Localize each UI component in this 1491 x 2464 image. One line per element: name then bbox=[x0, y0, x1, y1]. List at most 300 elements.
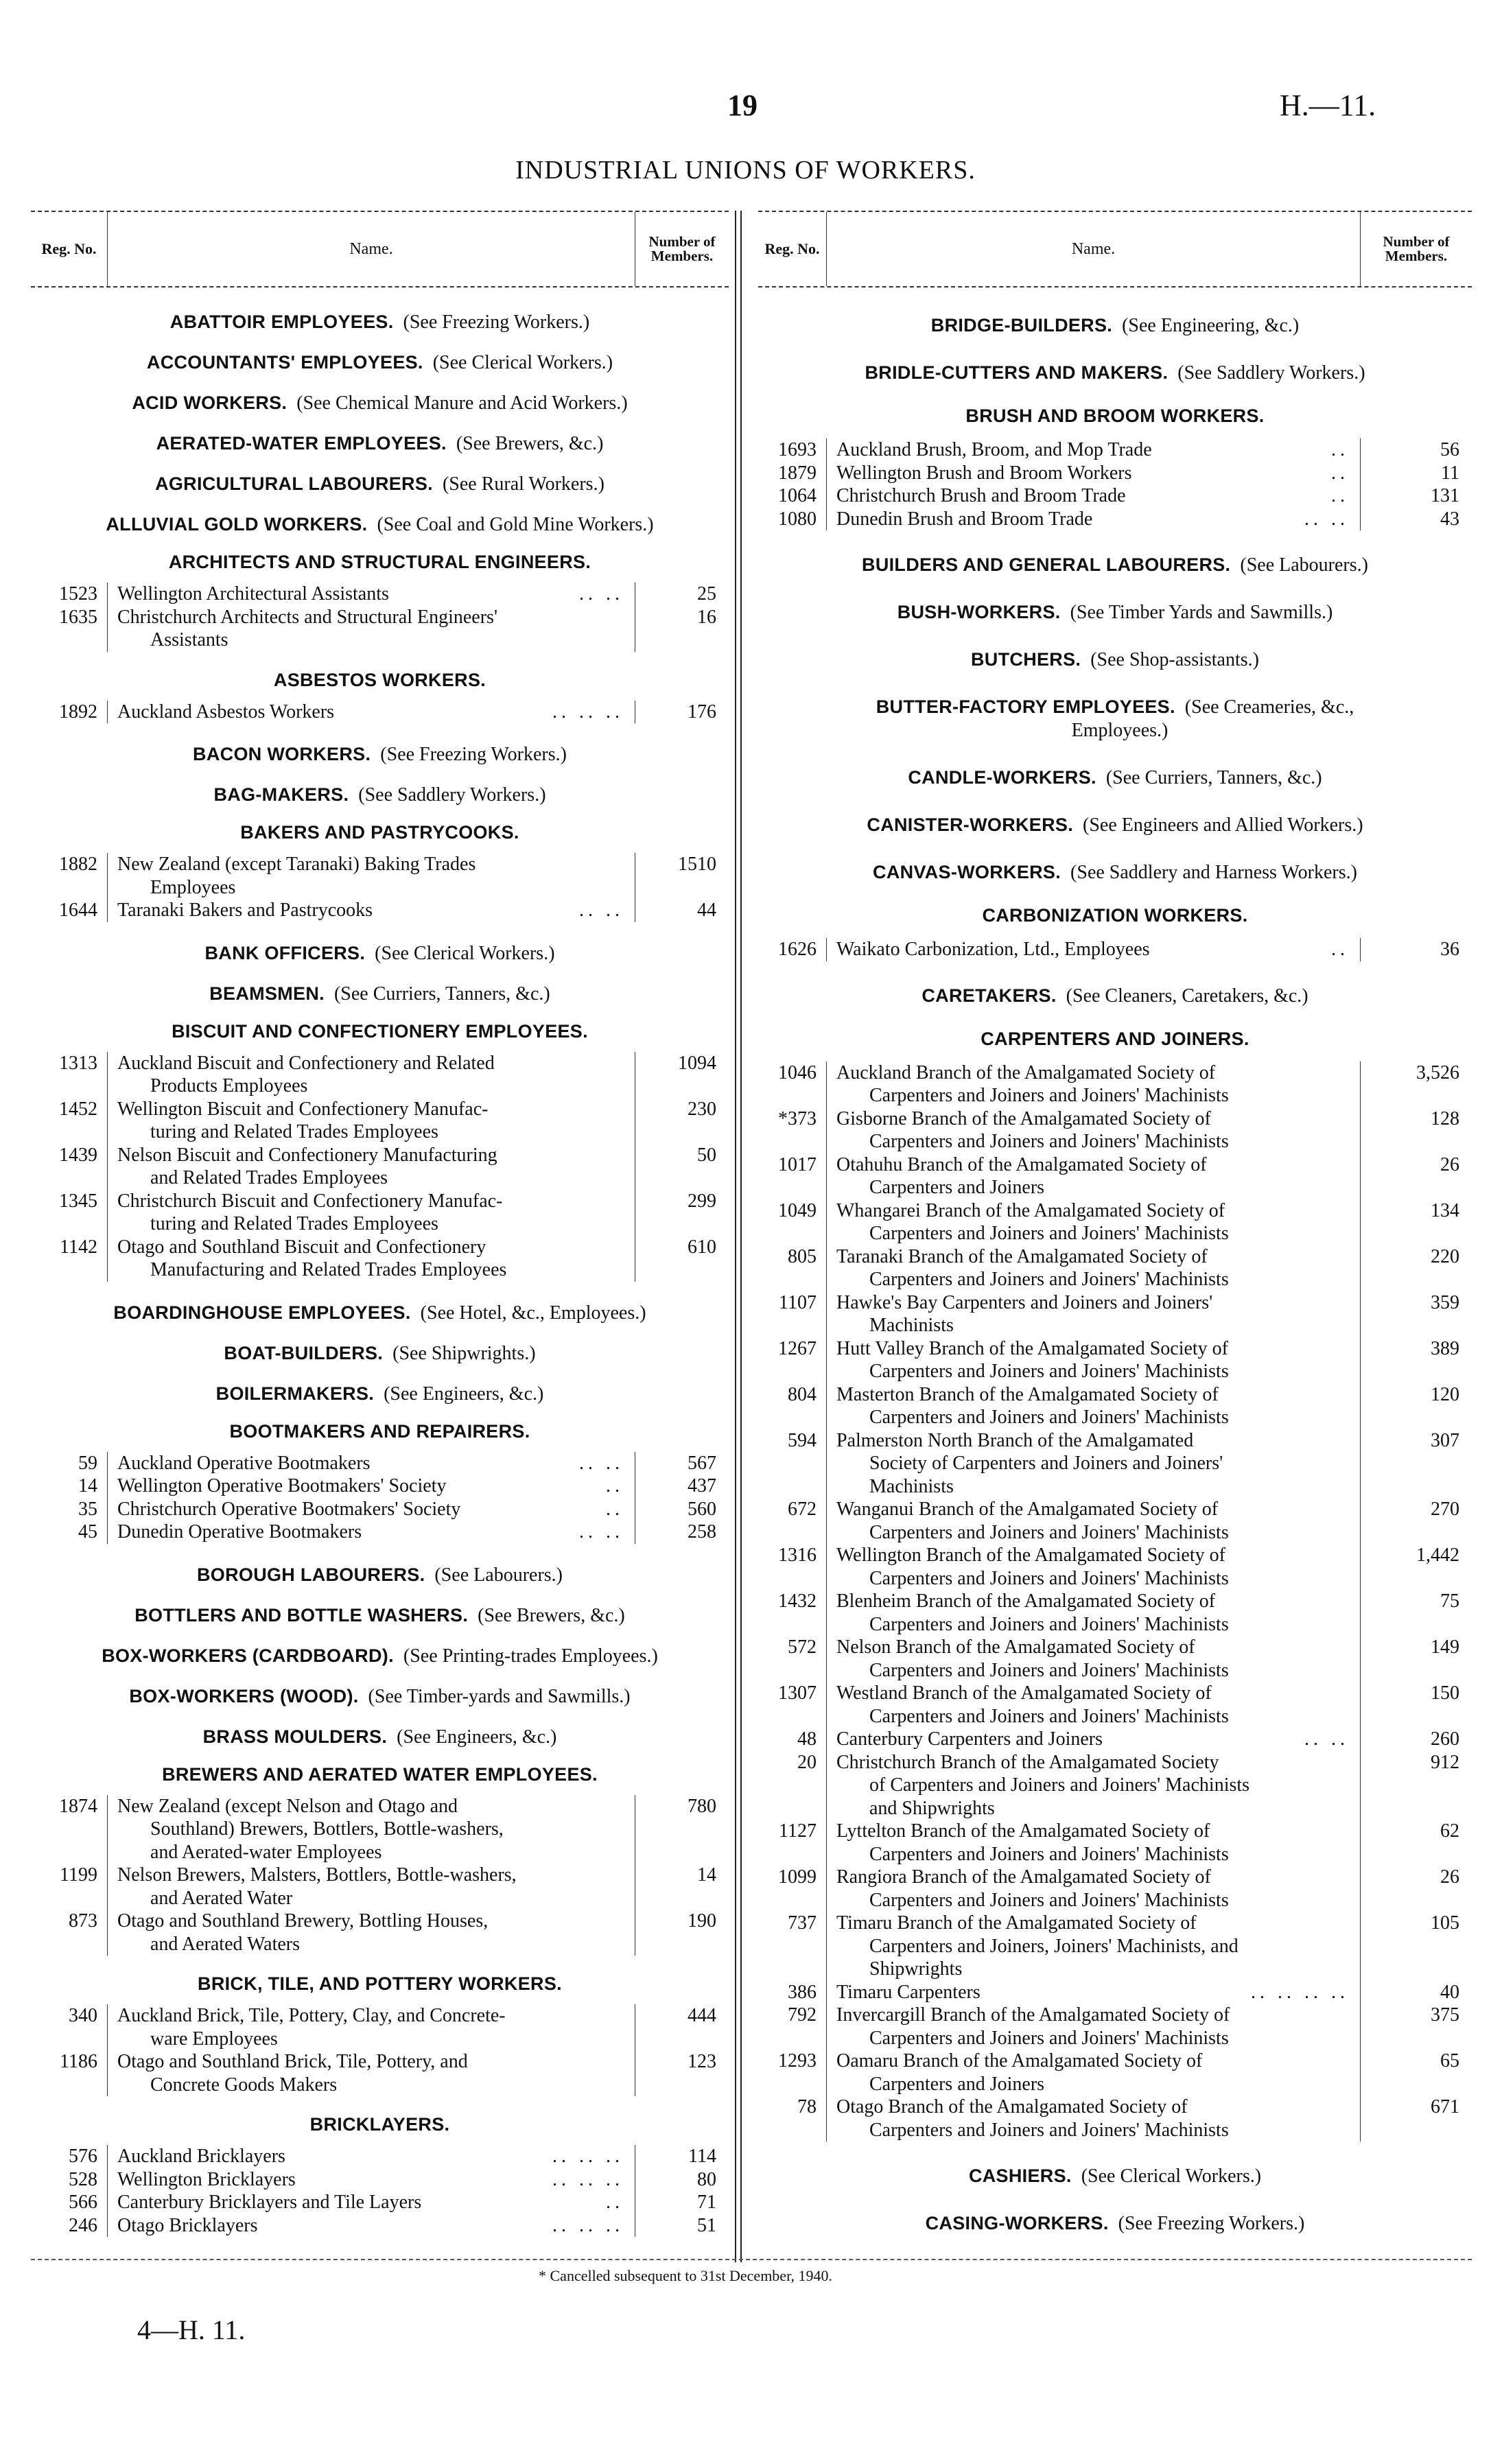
see-reference: (See Saddlery and Harness Workers.) bbox=[1070, 862, 1357, 883]
see-reference: (See Hotel, &c., Employees.) bbox=[420, 1302, 646, 1324]
member-count: 26 bbox=[1360, 1153, 1472, 1199]
section-heading: CASHIERS. bbox=[968, 2166, 1072, 2186]
section-heading-block bbox=[758, 1020, 1472, 1061]
union-name-line: Manufacturing and Related Trades Employees bbox=[150, 1259, 507, 1280]
table-row bbox=[31, 2214, 729, 2238]
union-name bbox=[827, 1498, 1360, 1544]
section-heading-block bbox=[31, 545, 729, 583]
table-row bbox=[758, 1682, 1472, 1728]
dot-leader: .. .. bbox=[579, 1452, 624, 1474]
see-reference: (See Clerical Workers.) bbox=[432, 352, 613, 373]
table-row bbox=[758, 508, 1472, 531]
union-name-line: Christchurch Brush and Broom Trade bbox=[836, 485, 1126, 506]
table-header-left bbox=[31, 211, 729, 288]
union-name bbox=[108, 899, 635, 922]
union-name bbox=[108, 2168, 635, 2192]
cross-reference-entry bbox=[758, 754, 1472, 801]
union-name bbox=[827, 938, 1360, 961]
dot-leader: .. .. .. .. bbox=[1251, 1981, 1349, 2003]
union-name bbox=[108, 1475, 635, 1498]
reg-number: 1307 bbox=[758, 1682, 827, 1728]
left-column bbox=[31, 302, 729, 2248]
document-reference: H.—11. bbox=[1280, 89, 1376, 122]
section-heading-block bbox=[758, 896, 1472, 938]
section-heading-block bbox=[31, 815, 729, 853]
member-count: 3,526 bbox=[1360, 1061, 1472, 1107]
reg-number: 1523 bbox=[31, 583, 108, 606]
union-name-line: Canterbury Carpenters and Joiners bbox=[836, 1728, 1103, 1750]
cross-reference-entry bbox=[31, 1333, 729, 1374]
member-count: 912 bbox=[1360, 1751, 1472, 1820]
union-name-line: Carpenters and Joiners and Joiners' Machinists bbox=[869, 1567, 1229, 1589]
see-reference: (See Timber Yards and Sawmills.) bbox=[1070, 602, 1333, 623]
see-reference: (See Engineers, &c.) bbox=[384, 1383, 544, 1405]
table-row bbox=[31, 1910, 729, 1956]
table-row bbox=[758, 1820, 1472, 1866]
member-count: 230 bbox=[635, 1098, 729, 1144]
see-reference: (See Cleaners, Caretakers, &c.) bbox=[1066, 985, 1308, 1007]
union-name-line: Carpenters and Joiners and Joiners' Machinists bbox=[869, 1705, 1229, 1727]
union-name-line: Auckland Brush, Broom, and Mop Trade bbox=[836, 439, 1152, 460]
union-name bbox=[108, 1795, 635, 1864]
member-count: 114 bbox=[635, 2145, 729, 2168]
member-count: 780 bbox=[635, 1795, 729, 1864]
section-heading: BRICK, TILE, AND POTTERY WORKERS. bbox=[198, 1973, 562, 1994]
member-count: 56 bbox=[1360, 438, 1472, 462]
see-reference: (See Curriers, Tanners, &c.) bbox=[1105, 767, 1322, 788]
reg-number: 1293 bbox=[758, 2050, 827, 2096]
union-section bbox=[31, 1757, 729, 1956]
union-name bbox=[108, 606, 635, 652]
section-heading: CASING-WORKERS. bbox=[925, 2213, 1109, 2233]
section-heading: BISCUIT AND CONFECTIONERY EMPLOYEES. bbox=[172, 1020, 588, 1042]
table-row bbox=[758, 1199, 1472, 1245]
table-row bbox=[31, 701, 729, 724]
table-row bbox=[31, 583, 729, 606]
section-heading: BRICKLAYERS. bbox=[309, 2114, 450, 2135]
union-name bbox=[827, 1912, 1360, 1981]
table-row bbox=[758, 1590, 1472, 1636]
cross-reference-entry bbox=[31, 1293, 729, 1333]
union-name bbox=[108, 1236, 635, 1282]
union-name bbox=[827, 1981, 1360, 2004]
see-reference: (See Rural Workers.) bbox=[442, 473, 604, 495]
table-row bbox=[31, 1864, 729, 1910]
union-name bbox=[827, 1820, 1360, 1866]
union-name bbox=[827, 1728, 1360, 1751]
cross-reference-entry bbox=[31, 775, 729, 815]
union-name bbox=[827, 2004, 1360, 2050]
union-name-line: and Related Trades Employees bbox=[150, 1167, 388, 1188]
dot-leader: .. .. bbox=[1304, 508, 1349, 530]
section-heading: BACON WORKERS. bbox=[193, 744, 371, 764]
union-name-line: Machinists bbox=[869, 1315, 954, 1336]
member-count: 80 bbox=[635, 2168, 729, 2192]
union-name-line: Carpenters and Joiners and Joiners' Machinists bbox=[869, 2027, 1229, 2049]
see-reference: (See Freezing Workers.) bbox=[380, 744, 567, 765]
union-name-line: Carpenters and Joiners and Joiners' Machinists bbox=[869, 1521, 1229, 1543]
union-name-line: Products Employees bbox=[150, 1075, 308, 1096]
union-name-line: New Zealand (except Nelson and Otago and bbox=[117, 1795, 458, 1817]
cross-reference-entry bbox=[758, 801, 1472, 849]
union-name-line: and Aerated Water bbox=[150, 1887, 293, 1909]
union-name bbox=[108, 1910, 635, 1956]
table-row bbox=[758, 1337, 1472, 1383]
see-reference: (See Coal and Gold Mine Workers.) bbox=[377, 514, 654, 535]
union-name bbox=[827, 1682, 1360, 1728]
member-count: 44 bbox=[635, 899, 729, 922]
column-header-name: Name. bbox=[1071, 239, 1116, 258]
section-heading: CANVAS-WORKERS. bbox=[873, 862, 1061, 882]
section-heading: BUILDERS AND GENERAL LABOURERS. bbox=[862, 554, 1231, 575]
member-count: 43 bbox=[1360, 508, 1472, 531]
dot-leader: .. bbox=[606, 2192, 624, 2213]
union-name-line: of Carpenters and Joiners and Joiners' Machinists bbox=[869, 1774, 1250, 1796]
dot-leader: .. .. .. bbox=[552, 2214, 624, 2236]
union-name-line: ware Employees bbox=[150, 2028, 278, 2050]
dot-leader: .. .. .. bbox=[552, 2168, 624, 2190]
reg-number: 572 bbox=[758, 1636, 827, 1682]
table-row bbox=[758, 2050, 1472, 2096]
union-name-line: Dunedin Operative Bootmakers bbox=[117, 1521, 362, 1542]
union-section bbox=[758, 896, 1472, 961]
member-count: 671 bbox=[1360, 2096, 1472, 2142]
union-name bbox=[108, 701, 635, 724]
union-name-line: Carpenters and Joiners and Joiners' Machinists bbox=[869, 1613, 1229, 1635]
see-reference: (See Printing-trades Employees.) bbox=[403, 1645, 658, 1667]
union-name-line: Dunedin Brush and Broom Trade bbox=[836, 508, 1093, 530]
member-count: 299 bbox=[635, 1190, 729, 1236]
union-name bbox=[108, 583, 635, 606]
union-name-line: Christchurch Branch of the Amalgamated Society bbox=[836, 1751, 1219, 1773]
dot-leader: .. bbox=[1331, 939, 1349, 960]
reg-number: *373 bbox=[758, 1107, 827, 1153]
reg-number: 35 bbox=[31, 1498, 108, 1521]
union-name-line: Auckland Branch of the Amalgamated Society of bbox=[836, 1061, 1216, 1083]
union-name bbox=[108, 1498, 635, 1521]
union-name-line: Canterbury Bricklayers and Tile Layers bbox=[117, 2192, 422, 2213]
member-count: 75 bbox=[1360, 1590, 1472, 1636]
member-count: 50 bbox=[635, 1144, 729, 1190]
member-count: 1510 bbox=[635, 853, 729, 899]
cross-reference-entry bbox=[758, 636, 1472, 683]
union-name-line: Carpenters and Joiners and Joiners' Machinists bbox=[869, 2119, 1229, 2141]
union-name-line: Hutt Valley Branch of the Amalgamated Society of bbox=[836, 1337, 1229, 1359]
union-section bbox=[31, 1967, 729, 2096]
union-name-line: turing and Related Trades Employees bbox=[150, 1121, 438, 1142]
member-count: 51 bbox=[635, 2214, 729, 2238]
union-name bbox=[827, 1429, 1360, 1499]
section-heading-block bbox=[31, 2107, 729, 2145]
table-row bbox=[758, 1728, 1472, 1751]
see-reference: (See Shipwrights.) bbox=[392, 1342, 536, 1364]
union-name bbox=[108, 2050, 635, 2096]
union-name bbox=[108, 2214, 635, 2238]
section-heading: ALLUVIAL GOLD WORKERS. bbox=[106, 514, 368, 535]
member-count: 123 bbox=[635, 2050, 729, 2096]
union-name bbox=[827, 1590, 1360, 1636]
member-count: 270 bbox=[1360, 1498, 1472, 1544]
table-row bbox=[31, 1521, 729, 1544]
member-count: 375 bbox=[1360, 2004, 1472, 2050]
table-row bbox=[31, 2004, 729, 2050]
table-row bbox=[31, 853, 729, 899]
table-row bbox=[31, 1236, 729, 1282]
page-number: 19 bbox=[727, 89, 758, 122]
member-count: 14 bbox=[635, 1864, 729, 1910]
union-name-line: Carpenters and Joiners and Joiners' Machinists bbox=[869, 1269, 1229, 1290]
column-header-name: Name. bbox=[349, 239, 393, 258]
member-count: 65 bbox=[1360, 2050, 1472, 2096]
union-name-line: and Shipwrights bbox=[869, 1797, 995, 1819]
reg-number: 873 bbox=[31, 1910, 108, 1956]
reg-number: 1644 bbox=[31, 899, 108, 922]
member-count: 131 bbox=[1360, 484, 1472, 508]
union-name-line: Concrete Goods Makers bbox=[150, 2074, 338, 2096]
union-name-line: Otago and Southland Brick, Tile, Pottery, and bbox=[117, 2051, 468, 2072]
reg-number: 340 bbox=[31, 2004, 108, 2050]
union-name-line: Society of Carpenters and Joiners and Joiners' bbox=[869, 1453, 1223, 1474]
reg-number: 1439 bbox=[31, 1144, 108, 1190]
section-heading-block bbox=[31, 1414, 729, 1452]
member-count: 36 bbox=[1360, 938, 1472, 961]
section-heading: BRIDGE-BUILDERS. bbox=[930, 315, 1113, 336]
section-heading: AGRICULTURAL LABOURERS. bbox=[155, 473, 433, 494]
cross-reference-entry bbox=[758, 541, 1472, 589]
union-name-line: Palmerston North Branch of the Amalgamated bbox=[836, 1429, 1194, 1451]
section-heading: AERATED-WATER EMPLOYEES. bbox=[156, 433, 447, 454]
union-name bbox=[108, 1144, 635, 1190]
reg-number: 528 bbox=[31, 2168, 108, 2192]
see-reference: (See Chemical Manure and Acid Workers.) bbox=[296, 392, 628, 414]
table-row bbox=[758, 1383, 1472, 1429]
member-count: 258 bbox=[635, 1521, 729, 1544]
reg-number: 1345 bbox=[31, 1190, 108, 1236]
reg-number: 48 bbox=[758, 1728, 827, 1751]
dot-leader: .. .. bbox=[1304, 1728, 1349, 1750]
member-count: 260 bbox=[1360, 1728, 1472, 1751]
table-row bbox=[758, 1751, 1472, 1820]
table-row bbox=[31, 2168, 729, 2192]
section-heading: BAKERS AND PASTRYCOOKS. bbox=[240, 822, 519, 843]
member-count: 359 bbox=[1360, 1291, 1472, 1337]
union-name-line: Carpenters and Joiners and Joiners' Machinists bbox=[869, 1889, 1229, 1911]
reg-number: 1142 bbox=[31, 1236, 108, 1282]
member-count: 560 bbox=[635, 1498, 729, 1521]
union-name-line: Assistants bbox=[150, 629, 228, 650]
union-name-line: Wellington Operative Bootmakers' Society bbox=[117, 1475, 447, 1497]
reg-number: 805 bbox=[758, 1245, 827, 1291]
union-name bbox=[827, 1544, 1360, 1590]
see-reference-continued: Employees.) bbox=[1071, 720, 1169, 741]
cross-reference-entry bbox=[758, 349, 1472, 397]
union-name-line: Timaru Carpenters bbox=[836, 1981, 981, 2003]
table-row bbox=[31, 606, 729, 652]
union-name bbox=[108, 1098, 635, 1144]
reg-number: 1693 bbox=[758, 438, 827, 462]
column-divider bbox=[735, 211, 742, 2262]
see-reference: (See Clerical Workers.) bbox=[375, 942, 555, 964]
member-count: 176 bbox=[635, 701, 729, 724]
section-heading: BOARDINGHOUSE EMPLOYEES. bbox=[113, 1302, 411, 1323]
union-name-line: Hawke's Bay Carpenters and Joiners and Joiners' bbox=[836, 1291, 1213, 1313]
cross-reference-entry bbox=[31, 302, 729, 342]
union-name-line: Auckland Brick, Tile, Pottery, Clay, and Concrete- bbox=[117, 2005, 506, 2026]
section-heading: BUSH-WORKERS. bbox=[897, 602, 1061, 622]
right-column bbox=[758, 302, 1472, 2247]
reg-number: 1879 bbox=[758, 462, 827, 485]
column-header-number: Number of Members. bbox=[635, 212, 729, 286]
member-count: 389 bbox=[1360, 1337, 1472, 1383]
dot-leader: .. bbox=[1331, 462, 1349, 484]
section-heading: BRUSH AND BROOM WORKERS. bbox=[965, 406, 1265, 426]
table-row bbox=[31, 2145, 729, 2168]
union-section bbox=[758, 1020, 1472, 2142]
member-count: 444 bbox=[635, 2004, 729, 2050]
union-name-line: Carpenters and Joiners and Joiners' Machinists bbox=[869, 1223, 1229, 1244]
see-reference: (See Brewers, &c.) bbox=[456, 433, 604, 454]
member-count: 567 bbox=[635, 1452, 729, 1475]
union-name-line: turing and Related Trades Employees bbox=[150, 1213, 438, 1234]
reg-number: 1049 bbox=[758, 1199, 827, 1245]
member-count: 71 bbox=[635, 2191, 729, 2214]
union-name bbox=[827, 1199, 1360, 1245]
member-count: 149 bbox=[1360, 1636, 1472, 1682]
section-heading: BANK OFFICERS. bbox=[204, 942, 366, 963]
reg-number: 1186 bbox=[31, 2050, 108, 2096]
cross-reference-entry bbox=[31, 1636, 729, 1676]
member-count: 26 bbox=[1360, 1866, 1472, 1912]
union-name bbox=[108, 1452, 635, 1475]
union-name-line: Southland) Brewers, Bottlers, Bottle-washers, bbox=[150, 1818, 504, 1840]
reg-number: 1626 bbox=[758, 938, 827, 961]
cross-reference-entry bbox=[31, 342, 729, 383]
union-name-line: Wellington Biscuit and Confectionery Manufac- bbox=[117, 1098, 489, 1120]
union-name-line: Carpenters and Joiners and Joiners' Machinists bbox=[869, 1131, 1229, 1152]
union-name-line: Rangiora Branch of the Amalgamated Society of bbox=[836, 1866, 1211, 1888]
see-reference: (See Curriers, Tanners, &c.) bbox=[333, 983, 550, 1005]
union-name-line: Masterton Branch of the Amalgamated Society of bbox=[836, 1383, 1219, 1405]
union-name-line: Carpenters and Joiners and Joiners' Machinists bbox=[869, 1843, 1229, 1865]
see-reference: (See Shop-assistants.) bbox=[1090, 649, 1259, 670]
section-heading: ACCOUNTANTS' EMPLOYEES. bbox=[146, 352, 423, 373]
sheet-reference: 4—H. 11. bbox=[137, 2314, 246, 2345]
union-name bbox=[827, 462, 1360, 485]
table-row bbox=[758, 462, 1472, 485]
table-header-right bbox=[758, 211, 1472, 288]
union-name bbox=[827, 1245, 1360, 1291]
union-name-line: Carpenters and Joiners and Joiners' Machinists bbox=[869, 1361, 1229, 1382]
reg-number: 59 bbox=[31, 1452, 108, 1475]
union-name-line: New Zealand (except Taranaki) Baking Trades bbox=[117, 854, 476, 875]
dot-leader: .. bbox=[606, 1498, 624, 1520]
member-count: 134 bbox=[1360, 1199, 1472, 1245]
union-name bbox=[108, 1190, 635, 1236]
table-row bbox=[758, 1429, 1472, 1499]
cross-reference-entry bbox=[758, 849, 1472, 896]
union-name bbox=[827, 1383, 1360, 1429]
section-heading: BOAT-BUILDERS. bbox=[224, 1342, 384, 1363]
footnote: * Cancelled subsequent to 31st December, 1940. bbox=[539, 2267, 833, 2284]
member-count: 128 bbox=[1360, 1107, 1472, 1153]
union-name bbox=[827, 438, 1360, 462]
reg-number: 1882 bbox=[31, 853, 108, 899]
union-section bbox=[31, 815, 729, 922]
union-name-line: Carpenters and Joiners bbox=[869, 1177, 1045, 1198]
member-count: 1094 bbox=[635, 1052, 729, 1098]
table-row bbox=[31, 1190, 729, 1236]
table-row bbox=[758, 1061, 1472, 1107]
section-heading: CARPENTERS AND JOINERS. bbox=[981, 1028, 1249, 1049]
member-count: 437 bbox=[635, 1475, 729, 1498]
reg-number: 386 bbox=[758, 1981, 827, 2004]
see-reference: (See Freezing Workers.) bbox=[1118, 2213, 1305, 2234]
bottom-rule bbox=[31, 2259, 1472, 2260]
cross-reference-entry bbox=[31, 383, 729, 423]
column-header-reg: Reg. No. bbox=[758, 212, 827, 286]
cross-reference-entry bbox=[31, 974, 729, 1014]
table-row bbox=[31, 2050, 729, 2096]
union-section bbox=[31, 1414, 729, 1544]
column-header-number: Number of Members. bbox=[1360, 212, 1472, 286]
dot-leader: .. .. bbox=[579, 900, 624, 921]
section-heading: ACID WORKERS. bbox=[132, 392, 287, 413]
union-name-line: Wellington Architectural Assistants bbox=[117, 583, 389, 605]
union-name-line: Shipwrights bbox=[869, 1958, 963, 1980]
see-reference: (See Labourers.) bbox=[1240, 554, 1368, 576]
union-name-line: and Aerated-water Employees bbox=[150, 1841, 382, 1863]
dot-leader: .. .. .. bbox=[552, 701, 624, 723]
reg-number: 1046 bbox=[758, 1061, 827, 1107]
table-row bbox=[758, 1291, 1472, 1337]
union-name-line: Lyttelton Branch of the Amalgamated Society of bbox=[836, 1820, 1210, 1842]
member-count: 62 bbox=[1360, 1820, 1472, 1866]
table-row bbox=[758, 2096, 1472, 2142]
cross-reference-entry bbox=[758, 589, 1472, 636]
union-section bbox=[758, 397, 1472, 530]
see-reference: (See Saddlery Workers.) bbox=[1177, 362, 1365, 384]
union-name bbox=[108, 2145, 635, 2168]
union-name-line: Taranaki Bakers and Pastrycooks bbox=[117, 900, 373, 921]
member-count: 307 bbox=[1360, 1429, 1472, 1499]
see-reference: (See Engineering, &c.) bbox=[1122, 315, 1300, 336]
dot-leader: .. .. bbox=[579, 1521, 624, 1542]
table-row bbox=[758, 1544, 1472, 1590]
union-name bbox=[827, 1061, 1360, 1107]
union-name bbox=[827, 484, 1360, 508]
reg-number: 1064 bbox=[758, 484, 827, 508]
cross-reference-entry bbox=[31, 423, 729, 464]
reg-number: 737 bbox=[758, 1912, 827, 1981]
union-name-line: Employees bbox=[150, 876, 236, 898]
member-count: 150 bbox=[1360, 1682, 1472, 1728]
reg-number: 804 bbox=[758, 1383, 827, 1429]
union-name-line: Wellington Bricklayers bbox=[117, 2168, 296, 2190]
section-heading: ABATTOIR EMPLOYEES. bbox=[169, 312, 394, 332]
reg-number: 1267 bbox=[758, 1337, 827, 1383]
reg-number: 1017 bbox=[758, 1153, 827, 1199]
table-row bbox=[758, 484, 1472, 508]
union-name-line: Westland Branch of the Amalgamated Society of bbox=[836, 1682, 1212, 1704]
union-name-line: Wellington Branch of the Amalgamated Society of bbox=[836, 1545, 1225, 1566]
union-section bbox=[31, 545, 729, 652]
member-count: 610 bbox=[635, 1236, 729, 1282]
member-count: 40 bbox=[1360, 1981, 1472, 2004]
union-name-line: Otago Branch of the Amalgamated Society of bbox=[836, 2096, 1188, 2117]
reg-number: 20 bbox=[758, 1751, 827, 1820]
table-row bbox=[31, 2191, 729, 2214]
dot-leader: .. bbox=[606, 1475, 624, 1497]
